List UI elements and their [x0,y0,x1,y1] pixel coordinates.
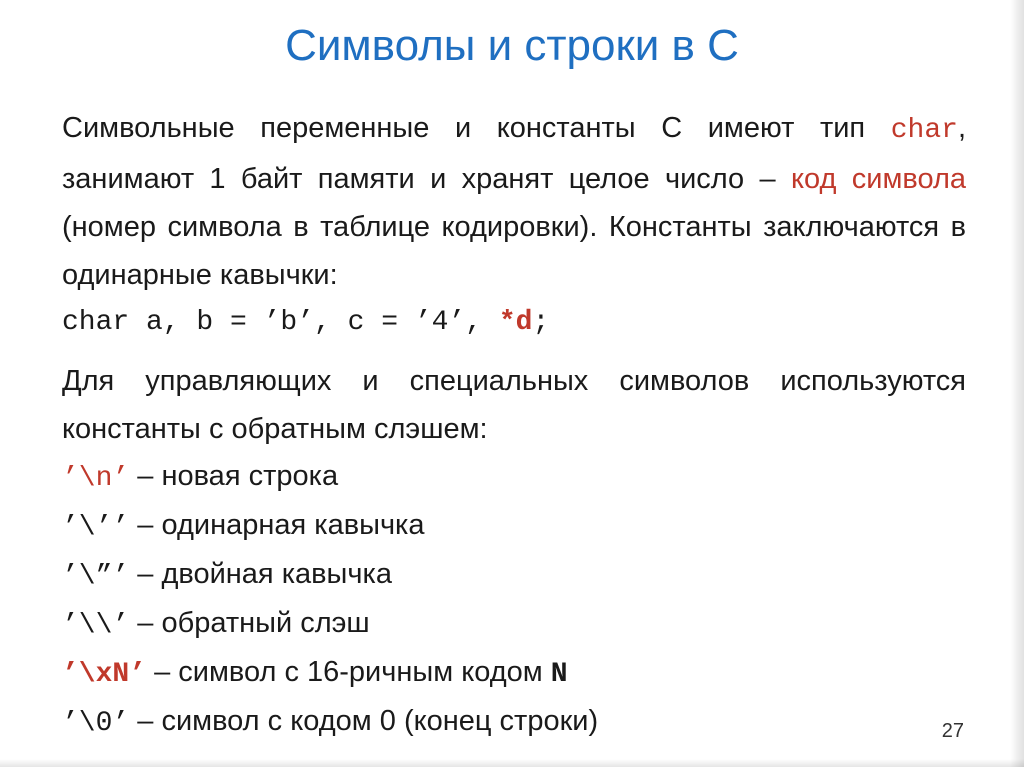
para1-text-3: (номер символа в таблице кодировки). Константы заключаются в одинарные кавычки: [62,211,966,291]
escape-list [62,453,966,747]
page-number: 27 [941,720,964,742]
code-example-end: ; [532,307,550,338]
para1-text-2: , занимают 1 байт памяти и хранят целое число – [62,112,966,195]
escape-description: – символ с 16-ричным кодом [146,656,551,688]
list-item [62,453,966,502]
paragraph-escapes-intro: Для управляющих и специальных символов используются константы с обратным слэшем: [62,365,966,445]
slide-content [62,104,966,747]
escape-description: – одинарная кавычка [129,509,425,541]
escape-description: – обратный слэш [129,607,370,639]
escape-code: ’\”’ [62,561,130,592]
escape-code: ’\0’ [62,708,130,739]
escape-code: ’\\’ [62,610,130,641]
slide-bottom-shadow [0,759,1024,767]
escape-description: – символ с кодом 0 (конец строки) [129,705,599,737]
list-item [62,551,966,600]
code-example [62,299,966,347]
escape-code: ’\xN’ [62,659,147,690]
escape-code: ’\’’ [62,512,130,543]
escape-code: ’\n’ [62,463,130,494]
char-code-highlight: код символа [790,163,967,195]
paragraph-char-description [62,104,966,299]
slide-edge-shadow [1010,0,1024,767]
list-item [62,502,966,551]
list-item [62,698,966,747]
list-item [62,649,966,698]
char-keyword: char [890,115,958,146]
para1-text-1: Символьные переменные и константы С имеют тип [62,112,866,144]
slide-title: Символы и строки в С [285,21,739,70]
code-example-main: char a, b = ’b’, c = ’4’, [62,307,499,338]
escape-code-suffix: N [550,659,568,690]
code-example-pointer: *d [498,307,533,338]
escape-description: – новая строка [129,460,339,492]
spacer [62,347,966,357]
list-item [62,600,966,649]
escape-description: – двойная кавычка [129,558,392,590]
